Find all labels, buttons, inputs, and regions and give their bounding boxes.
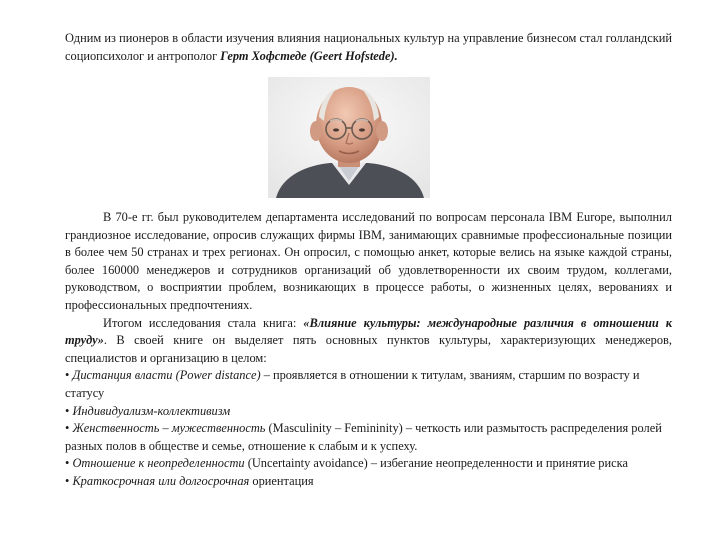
- book-title: «Влияние культуры: международные различия в отношении к труду»: [65, 315, 672, 348]
- book-rest: . В своей книге он выделяет пять основных пунктов культуры, характеризующих менеджеров, специалистов и организацию в целом:: [65, 333, 672, 365]
- body-text: [65, 209, 672, 491]
- bullet-term: Женственность – мужественность: [72, 421, 266, 436]
- bullet-item: [65, 420, 672, 455]
- author-name: Герт Хофстеде (Geert Hofstede).: [220, 48, 398, 63]
- bullet-marker: •: [65, 473, 70, 488]
- portrait-photo: [268, 77, 430, 198]
- bullet-term: Краткосрочная или долгосрочная: [72, 473, 250, 488]
- bullet-marker: •: [65, 456, 70, 471]
- paragraph-research: В 70-е гг. был руководителем департамента исследований по вопросам персонала IBM Europe, выполнил грандиозное исследование, опросив служащих фирмы IBM, занимающих сравнимые профессиональные позиции в более чем 50 странах и трех регионах. Он опросил, с помощью анкет, которые велись на языке каждой страны, более 160000 менеджеров и сотрудников организаций об удовлетворенности их своим трудом, коллегами, руководством, о восприятии проблем, возникающих в процессе работы, о жизненных целях, верованиях и профессиональных предпочтениях.: [65, 210, 672, 312]
- bullet-desc: (Uncertainty avoidance) – избегание неопределенности и принятие риска: [244, 456, 628, 471]
- paragraph-book: [65, 315, 672, 368]
- bullet-desc: ориентация: [249, 473, 314, 488]
- bullet-term: Отношение к неопределенности: [72, 456, 245, 471]
- intro-paragraph: [65, 30, 672, 65]
- bullet-item: [65, 455, 672, 473]
- portrait-image: [268, 77, 430, 198]
- bullet-desc: (Masculinity – Femininity) – четкость или размытость распределения ролей разных полов в обществе и семье, отношение к слабым и к успеху.: [65, 421, 662, 453]
- intro-text: Одним из пионеров в области изучения влияния национальных культур на управление бизнесом стал голландский социопсихолог и антрополог: [65, 31, 672, 63]
- bullet-term: Дистанция власти (Power distance): [72, 368, 261, 383]
- bullet-term: Индивидуализм-коллективизм: [72, 403, 231, 418]
- bullet-desc: – проявляется в отношении к титулам, званиям, старшим по возрасту и статусу: [65, 368, 640, 400]
- bullet-item: [65, 367, 672, 402]
- bullet-marker: •: [65, 368, 70, 383]
- bullet-item: [65, 403, 672, 421]
- bullet-marker: •: [65, 421, 70, 436]
- book-lead: Итогом исследования стала книга:: [103, 315, 304, 330]
- bullet-marker: •: [65, 403, 70, 418]
- bullet-item: [65, 473, 672, 491]
